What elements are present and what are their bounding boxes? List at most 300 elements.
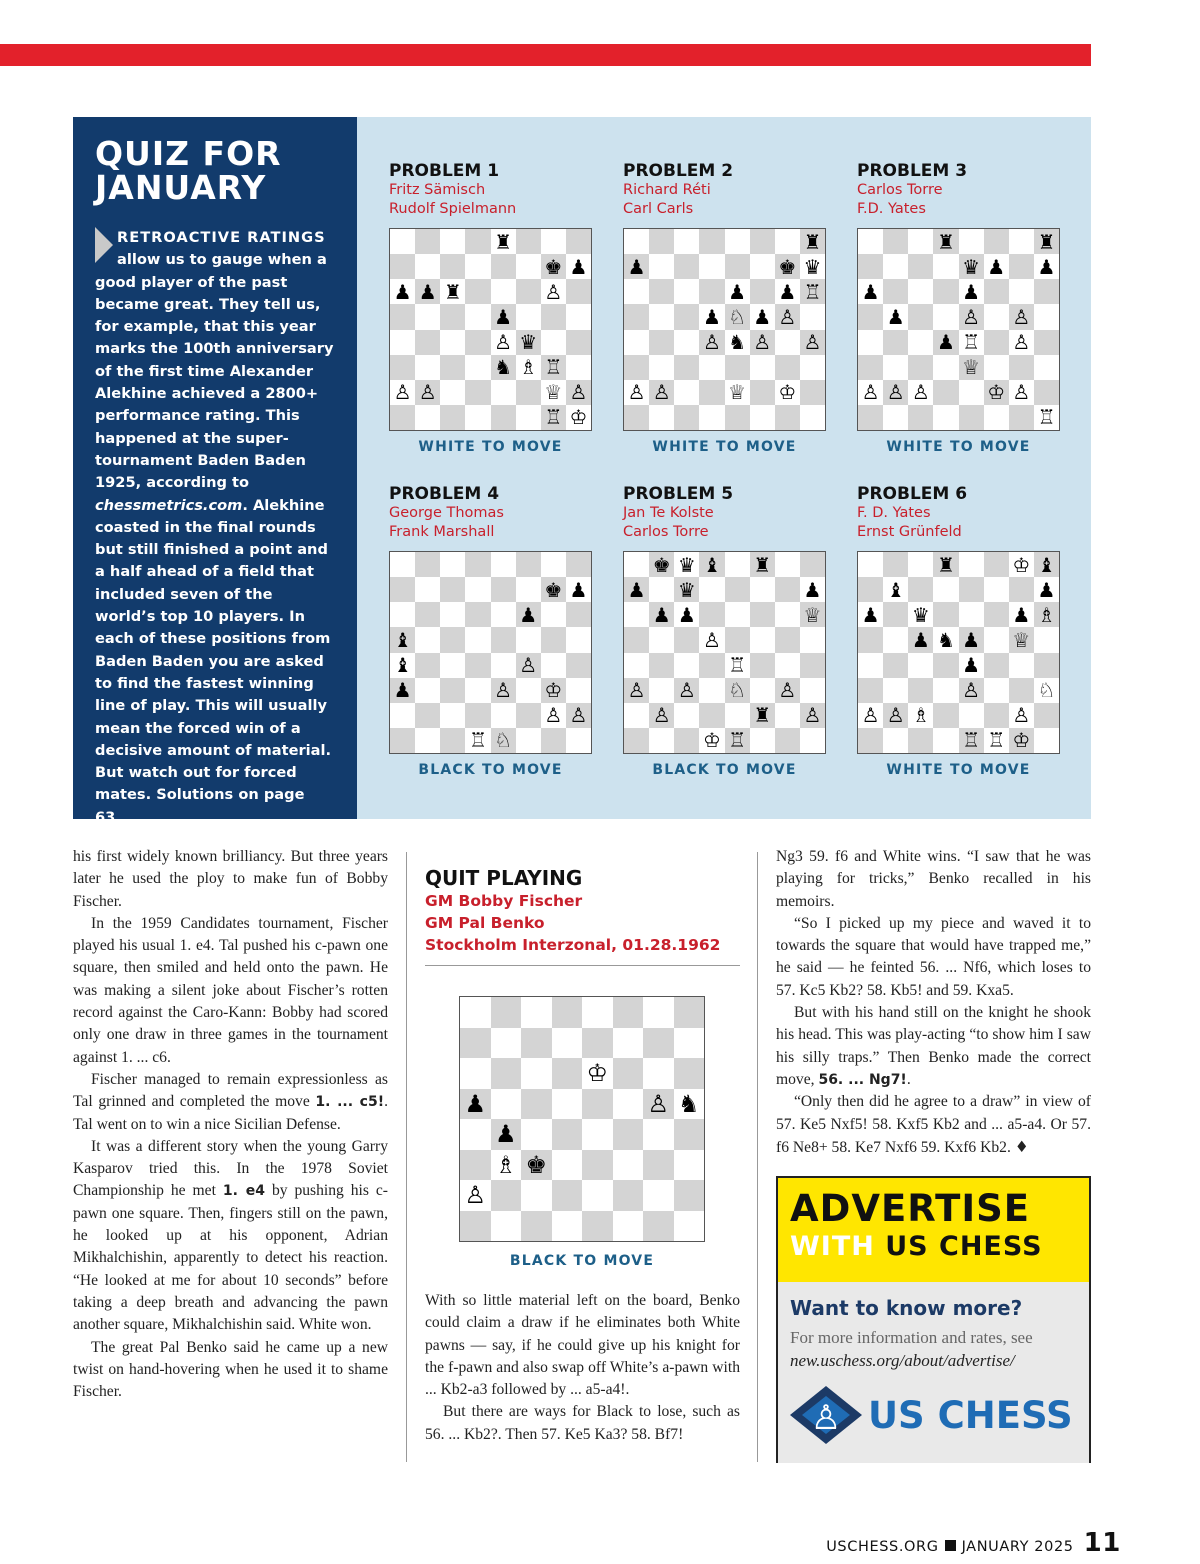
board-square (1009, 380, 1034, 405)
board-square (516, 405, 541, 430)
board-square (390, 602, 415, 627)
quit-playing-rule (425, 965, 740, 966)
board-square (440, 627, 465, 652)
intro-part2: . Alekhine coasted in the final rounds but still finished a point and a half ahead of a field that included seven of the world’s top 10 players. In each of these positions from Baden Baden you are asked to find the fastest winning line of play. This will usually mean the forced win of a decisive amount of material. But watch out for forced mates. Solutions on page 63. (95, 496, 332, 826)
board-square (521, 1211, 552, 1242)
problem-black-player: F.D. Yates (857, 201, 926, 217)
board-square (415, 229, 440, 254)
board-square (984, 330, 1009, 355)
white-rook-icon: ♖ (803, 279, 822, 304)
white-pawn-icon: ♙ (702, 330, 721, 355)
board-square (858, 552, 883, 577)
board-square (725, 728, 750, 753)
problem-6 (857, 484, 1067, 542)
black-pawn-icon: ♟ (494, 1120, 517, 1149)
board-square (624, 279, 649, 304)
board-square (908, 703, 933, 728)
board-square (541, 380, 566, 405)
board-square (725, 380, 750, 405)
board-square (491, 1119, 522, 1150)
board-square (566, 279, 591, 304)
board-square (552, 1028, 583, 1059)
advertise-url-link[interactable]: new.uschess.org/about/advertise/ (790, 1351, 1015, 1370)
footer-site: USCHESS.ORG (826, 1539, 939, 1555)
board-square (516, 577, 541, 602)
problem-white-player: Richard Réti (623, 182, 711, 198)
board-square (415, 653, 440, 678)
board-square (674, 279, 699, 304)
board-square (465, 355, 490, 380)
col3-p4-text: “Only then did he agree to a draw” in view of 57. Ke5 Nxf5! 58. Kxf5 Kb2 and ... a5-a4. Or 57. f6 Ne8+ 58. Ke7 Nxf6 59. Kxf6 Kb2. (776, 1093, 1091, 1156)
col1-paragraph-2: In the 1959 Candidates tournament, Fischer played his usual 1. e4. Tal pushed his c-pawn one square, then smiled and held onto the pawn. He was making a silent joke about Fischer’s rotten record against the Caro-Kann: Bobby had scored only one draw in three games in the tournament against 1. ... c6. (73, 914, 388, 1066)
board-square (390, 279, 415, 304)
uschess-logo-text: US CHESS (868, 1393, 1073, 1437)
white-queen-icon: ♕ (962, 355, 981, 380)
board-square (541, 279, 566, 304)
board-square (1034, 728, 1059, 753)
white-bishop-icon: ♗ (519, 355, 538, 380)
board-square (775, 304, 800, 329)
black-rook-icon: ♜ (753, 552, 772, 577)
board-square (460, 1089, 491, 1120)
col2-paragraph-1: With so little material left on the board, Benko could claim a draw if he eliminates both White pawns — say, if he could give up his knight for the f-pawn and also swap off White’s a-pawn with ... Kb2-a3 followed by ... a5-a4!. (425, 1292, 740, 1399)
board-square (725, 355, 750, 380)
white-queen-icon: ♕ (1012, 627, 1031, 652)
board-square (415, 304, 440, 329)
board-square (1009, 703, 1034, 728)
board-square (541, 304, 566, 329)
board-square (775, 380, 800, 405)
problem-board (857, 228, 1060, 431)
board-square (883, 577, 908, 602)
board-square (959, 703, 984, 728)
quit-playing-black: GM Pal Benko (425, 914, 545, 932)
board-square (933, 703, 958, 728)
white-pawn-icon: ♙ (1012, 703, 1031, 728)
col3-paragraph-3 (776, 1002, 1091, 1091)
board-square (775, 229, 800, 254)
board-square (858, 330, 883, 355)
board-square (649, 405, 674, 430)
board-square (883, 330, 908, 355)
board-square (624, 627, 649, 652)
board-square (933, 254, 958, 279)
board-square (566, 355, 591, 380)
board-square (883, 229, 908, 254)
board-square (390, 380, 415, 405)
board-square (883, 304, 908, 329)
board-square (491, 1058, 522, 1089)
white-rook-icon: ♖ (987, 728, 1006, 753)
board-square (699, 653, 724, 678)
black-pawn-icon: ♟ (627, 254, 646, 279)
board-square (582, 1211, 613, 1242)
board-square (725, 602, 750, 627)
board-square (624, 330, 649, 355)
white-rook-icon: ♖ (544, 355, 563, 380)
board-square (1009, 728, 1034, 753)
black-pawn-icon: ♟ (728, 279, 747, 304)
board-square (959, 602, 984, 627)
white-rook-icon: ♖ (544, 405, 563, 430)
board-square (440, 577, 465, 602)
board-square (516, 304, 541, 329)
white-pawn-icon: ♙ (1012, 380, 1031, 405)
board-square (674, 602, 699, 627)
board-square (699, 405, 724, 430)
advertise-box[interactable] (776, 1176, 1091, 1463)
white-pawn-icon: ♙ (1012, 304, 1031, 329)
board-square (613, 1150, 644, 1181)
board-square (933, 602, 958, 627)
board-square (390, 229, 415, 254)
black-pawn-icon: ♟ (962, 627, 981, 652)
board-square (516, 627, 541, 652)
board-square (908, 330, 933, 355)
white-pawn-icon: ♙ (494, 678, 513, 703)
board-square (465, 678, 490, 703)
board-square (933, 577, 958, 602)
board-square (649, 728, 674, 753)
problem-black-player: Rudolf Spielmann (389, 201, 517, 217)
board-square (959, 304, 984, 329)
board-square (440, 279, 465, 304)
board-square (775, 552, 800, 577)
problem-board (857, 551, 1060, 754)
board-square (566, 254, 591, 279)
white-king-icon: ♔ (702, 728, 721, 753)
board-square (674, 1150, 705, 1181)
board-square (674, 1119, 705, 1150)
board-square (800, 728, 825, 753)
board-square (643, 1150, 674, 1181)
board-square (440, 304, 465, 329)
board-square (858, 627, 883, 652)
svg-text:♙: ♙ (810, 1398, 842, 1438)
board-square (465, 552, 490, 577)
board-square (624, 602, 649, 627)
board-square (800, 405, 825, 430)
board-square (933, 355, 958, 380)
board-square (415, 627, 440, 652)
board-square (649, 653, 674, 678)
white-pawn-icon: ♙ (702, 627, 721, 652)
black-rook-icon: ♜ (803, 229, 822, 254)
board-square (775, 279, 800, 304)
board-square (858, 355, 883, 380)
board-square (643, 1119, 674, 1150)
white-pawn-icon: ♙ (803, 703, 822, 728)
board-square (908, 229, 933, 254)
black-king-icon: ♚ (525, 1150, 547, 1179)
board-square (491, 254, 516, 279)
white-rook-icon: ♖ (962, 728, 981, 753)
board-square (491, 355, 516, 380)
board-square (521, 1180, 552, 1211)
board-square (491, 279, 516, 304)
white-rook-icon: ♖ (728, 728, 747, 753)
white-knight-icon: ♘ (1037, 678, 1056, 703)
board-square (613, 1180, 644, 1211)
board-square (1034, 653, 1059, 678)
board-square (491, 1028, 522, 1059)
board-square (465, 405, 490, 430)
board-square (415, 279, 440, 304)
board-square (858, 304, 883, 329)
advertise-line1: ADVERTISE (790, 1187, 1031, 1230)
black-pawn-icon: ♟ (1037, 577, 1056, 602)
black-knight-icon: ♞ (494, 355, 513, 380)
board-square (699, 678, 724, 703)
board-square (491, 304, 516, 329)
advertise-question: Want to know more? (790, 1296, 1023, 1320)
board-square (750, 304, 775, 329)
board-square (643, 997, 674, 1028)
black-pawn-icon: ♟ (886, 304, 905, 329)
board-square (624, 304, 649, 329)
board-square (613, 1211, 644, 1242)
black-queen-icon: ♛ (677, 552, 696, 577)
board-square (491, 330, 516, 355)
article-column-1 (73, 846, 388, 1403)
white-pawn-icon: ♙ (652, 380, 671, 405)
board-square (415, 355, 440, 380)
board-square (643, 1211, 674, 1242)
board-square (415, 405, 440, 430)
col1-paragraph-3 (73, 1069, 388, 1136)
board-square (750, 728, 775, 753)
board-square (959, 627, 984, 652)
black-queen-icon: ♛ (519, 330, 538, 355)
white-pawn-icon: ♙ (753, 330, 772, 355)
board-square (800, 627, 825, 652)
black-rook-icon: ♜ (936, 229, 955, 254)
board-square (775, 577, 800, 602)
board-square (624, 254, 649, 279)
board-square (582, 1150, 613, 1181)
board-square (800, 279, 825, 304)
problem-board (389, 228, 592, 431)
board-square (582, 1119, 613, 1150)
board-square (699, 330, 724, 355)
black-bishop-icon: ♝ (393, 653, 412, 678)
white-king-icon: ♔ (544, 678, 563, 703)
board-square (643, 1028, 674, 1059)
white-pawn-icon: ♙ (494, 330, 513, 355)
black-pawn-icon: ♟ (418, 279, 437, 304)
quit-playing-board (459, 996, 705, 1242)
board-square (984, 304, 1009, 329)
board-square (516, 355, 541, 380)
board-square (1034, 254, 1059, 279)
col3-p3-b: . (906, 1070, 911, 1088)
board-square (959, 254, 984, 279)
board-square (984, 380, 1009, 405)
problem-black-player: Ernst Grünfeld (857, 524, 962, 540)
quiz-intro-panel (73, 117, 357, 826)
board-square (643, 1058, 674, 1089)
board-square (440, 678, 465, 703)
white-knight-icon: ♘ (494, 728, 513, 753)
board-square (750, 653, 775, 678)
intro-lead: RETROACTIVE RATINGS (117, 229, 326, 246)
board-square (1009, 304, 1034, 329)
board-square (390, 552, 415, 577)
board-square (566, 627, 591, 652)
problem-title: PROBLEM 3 (857, 161, 968, 181)
board-square (1034, 602, 1059, 627)
board-square (699, 355, 724, 380)
board-square (933, 653, 958, 678)
black-knight-icon: ♞ (728, 330, 747, 355)
board-square (582, 1089, 613, 1120)
col3-paragraph-2: “So I picked up my piece and waved it to towards the square that would have trapped me,” he said — he feinted 56. ... Nf6, which loses to 57. Kc5 Kb2? 58. Kb5! and 59. Kxa5. (776, 914, 1091, 999)
black-pawn-icon: ♟ (936, 330, 955, 355)
board-square (959, 678, 984, 703)
board-square (674, 355, 699, 380)
board-square (440, 602, 465, 627)
board-square (440, 254, 465, 279)
board-square (649, 577, 674, 602)
quit-playing-title: QUIT PLAYING (425, 866, 583, 890)
black-pawn-icon: ♟ (569, 577, 588, 602)
board-square (725, 254, 750, 279)
board-square (750, 254, 775, 279)
board-square (800, 552, 825, 577)
board-square (465, 304, 490, 329)
black-queen-icon: ♛ (962, 254, 981, 279)
white-pawn-icon: ♙ (652, 703, 671, 728)
board-square (390, 254, 415, 279)
white-pawn-icon: ♙ (1012, 330, 1031, 355)
board-square (649, 304, 674, 329)
board-square (1009, 678, 1034, 703)
board-square (908, 405, 933, 430)
white-pawn-icon: ♙ (647, 1089, 669, 1118)
col2-paragraph-2: But there are ways for Black to lose, such as 56. ... Kb2?. Then 57. Ke5 Ka3? 58. Bf7! (425, 1403, 740, 1443)
board-square (883, 355, 908, 380)
problem-white-player: F. D. Yates (857, 505, 931, 521)
black-queen-icon: ♛ (677, 577, 696, 602)
board-square (933, 229, 958, 254)
advertise-line2 (790, 1230, 1077, 1264)
board-square (725, 552, 750, 577)
board-square (725, 330, 750, 355)
board-square (1009, 405, 1034, 430)
board-square (613, 997, 644, 1028)
advertise-info (790, 1326, 1077, 1372)
white-pawn-icon: ♙ (569, 380, 588, 405)
white-queen-icon: ♕ (728, 380, 747, 405)
board-square (465, 279, 490, 304)
board-square (858, 577, 883, 602)
board-square (800, 380, 825, 405)
board-square (541, 355, 566, 380)
board-square (624, 678, 649, 703)
uschess-diamond-icon (790, 1386, 862, 1444)
board-square (521, 1058, 552, 1089)
problem-3 (857, 161, 1067, 219)
board-square (521, 1089, 552, 1120)
black-pawn-icon: ♟ (393, 678, 412, 703)
white-queen-icon: ♕ (544, 380, 563, 405)
board-square (465, 380, 490, 405)
board-square (674, 229, 699, 254)
board-square (908, 254, 933, 279)
board-square (933, 552, 958, 577)
black-bishop-icon: ♝ (702, 552, 721, 577)
board-square (552, 997, 583, 1028)
white-king-icon: ♔ (1012, 552, 1031, 577)
black-rook-icon: ♜ (494, 229, 513, 254)
black-bishop-icon: ♝ (1037, 552, 1056, 577)
black-king-icon: ♚ (778, 254, 797, 279)
board-square (699, 728, 724, 753)
board-square (440, 330, 465, 355)
uschess-logo (790, 1386, 1077, 1444)
white-pawn-icon: ♙ (544, 279, 563, 304)
board-square (566, 330, 591, 355)
board-square (800, 304, 825, 329)
board-square (516, 229, 541, 254)
board-square (674, 1211, 705, 1242)
quiz-title (95, 134, 335, 207)
board-square (465, 627, 490, 652)
board-square (800, 703, 825, 728)
col1-p3-b: . Tal went on to win a nice Sicilian Defense. (73, 1093, 388, 1133)
board-square (624, 355, 649, 380)
board-square (649, 552, 674, 577)
board-square (883, 380, 908, 405)
board-square (1034, 577, 1059, 602)
board-square (643, 1089, 674, 1120)
board-square (440, 653, 465, 678)
col1-paragraph-1: his first widely known brilliancy. But three years later he used the ploy to make fun of Bobby Fischer. (73, 848, 388, 910)
board-square (858, 254, 883, 279)
board-square (674, 304, 699, 329)
quit-playing-white: GM Bobby Fischer (425, 892, 583, 910)
black-pawn-icon: ♟ (911, 627, 930, 652)
board-square (552, 1119, 583, 1150)
board-square (465, 653, 490, 678)
problem-black-player: Frank Marshall (389, 524, 495, 540)
board-square (649, 380, 674, 405)
board-square (800, 330, 825, 355)
board-square (552, 1211, 583, 1242)
problem-title: PROBLEM 5 (623, 484, 734, 504)
board-square (883, 653, 908, 678)
board-square (491, 703, 516, 728)
board-square (440, 703, 465, 728)
board-square (460, 1058, 491, 1089)
board-square (750, 330, 775, 355)
white-pawn-icon: ♙ (627, 380, 646, 405)
column-divider-2 (757, 852, 758, 1462)
black-pawn-icon: ♟ (1037, 254, 1056, 279)
white-rook-icon: ♖ (1037, 405, 1056, 430)
board-square (582, 997, 613, 1028)
board-square (883, 678, 908, 703)
board-square (699, 279, 724, 304)
quiz-title-line1: QUIZ FOR (95, 134, 282, 173)
problem-title: PROBLEM 1 (389, 161, 500, 181)
advertise-body (778, 1282, 1089, 1463)
board-square (775, 703, 800, 728)
board-square (699, 552, 724, 577)
board-square (750, 627, 775, 652)
board-square (674, 1180, 705, 1211)
board-square (984, 678, 1009, 703)
